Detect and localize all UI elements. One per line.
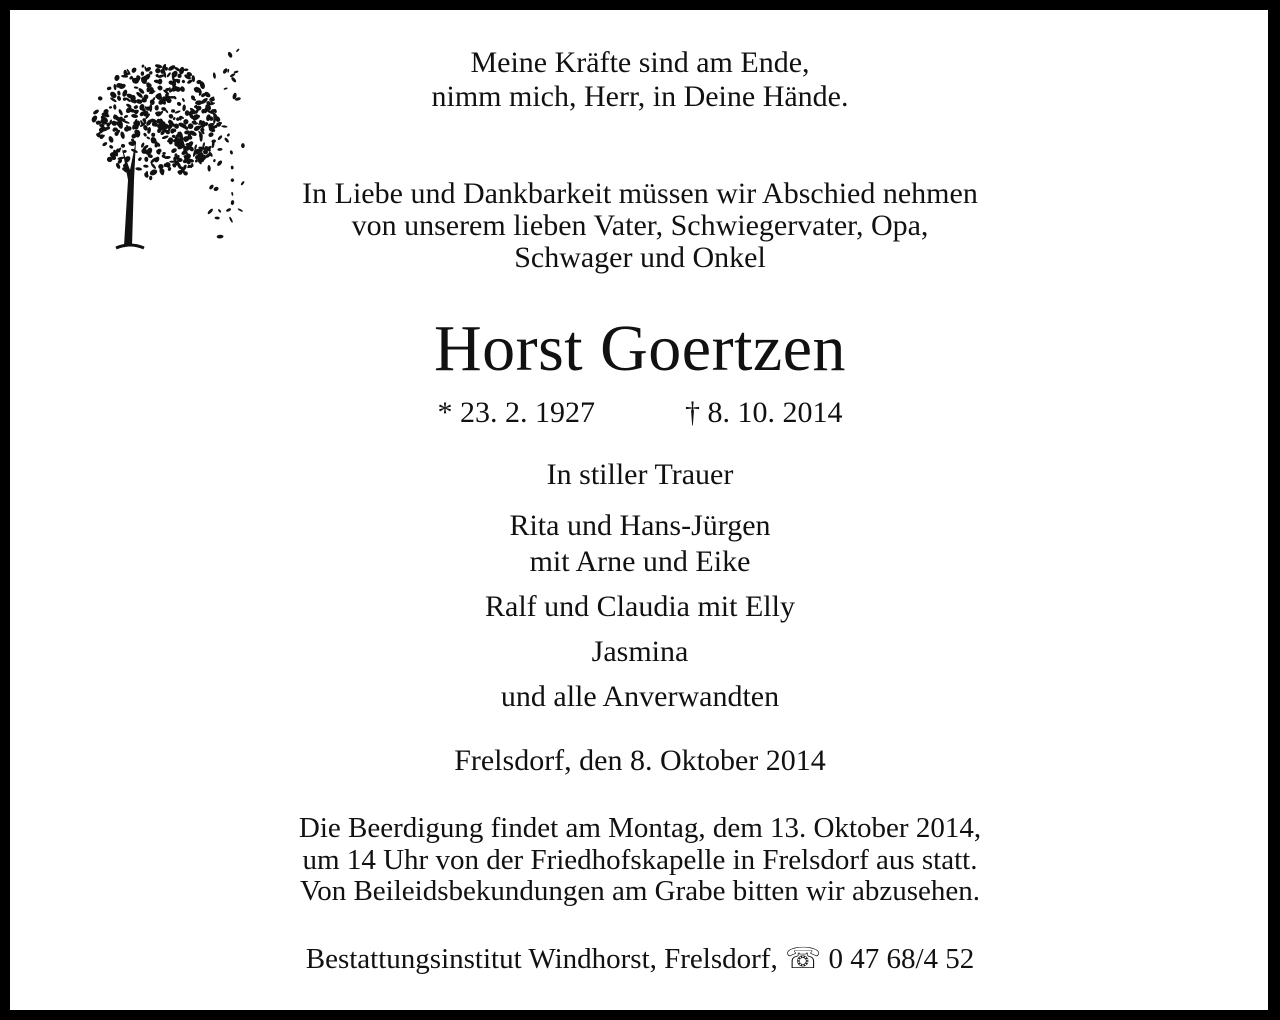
intro-line-3: Schwager und Onkel [514,241,766,274]
death-date: † 8. 10. 2014 [685,396,843,429]
birth-date: * 23. 2. 1927 [437,396,595,429]
mourning-heading: In stiller Trauer [546,458,734,491]
funeral-line-3: Von Beileidsbekundungen am Grabe bitten wir abzusehen. [300,875,980,907]
place-date: Frelsdorf, den 8. Oktober 2014 [454,744,826,777]
verse-line-2: nimm mich, Herr, in Deine Hände. [431,80,849,113]
mourner-family-3: Jasmina [591,635,689,668]
mourner-family-1-line-2: mit Arne und Eike [529,545,751,578]
intro-line-1: In Liebe und Dankbarkeit müssen wir Abschied nehmen [302,177,978,210]
mourner-family-2: Ralf und Claudia mit Elly [485,590,795,623]
verse-line-1: Meine Kräfte sind am Ende, [470,46,810,79]
mourner-family-1-line-1: Rita und Hans-Jürgen [509,509,771,542]
undertaker-contact: Bestattungsinstitut Windhorst, Frelsdorf, ☏ 0 47 68/4 52 [305,943,975,975]
life-dates [0,396,1280,429]
funeral-line-1: Die Beerdigung findet am Montag, dem 13. Oktober 2014, [298,812,982,844]
intro-line-2: von unserem lieben Vater, Schwiegervater, Opa, [351,209,929,242]
deceased-name: Horst Goertzen [433,312,847,385]
funeral-line-2: um 14 Uhr von der Friedhofskapelle in Frelsdorf aus statt. [302,844,978,876]
mourner-family-4: und alle Anverwandten [500,680,780,713]
